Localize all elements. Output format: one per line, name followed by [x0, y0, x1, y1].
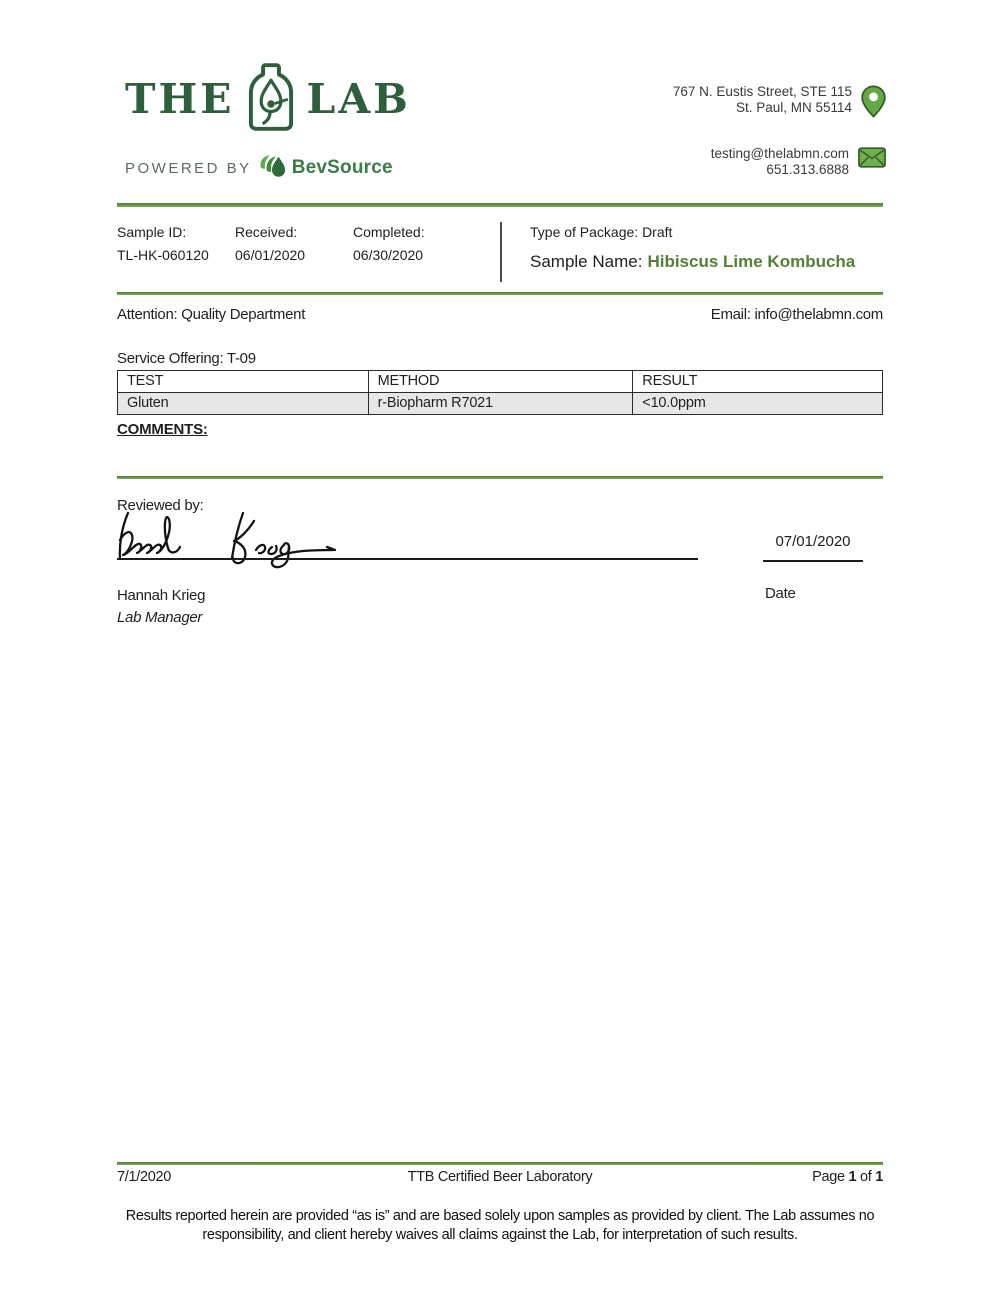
- received-field: [235, 224, 353, 263]
- divider-rule-2: [117, 292, 883, 295]
- footer-rule: [117, 1162, 883, 1165]
- footer-date: 7/1/2020: [117, 1169, 172, 1185]
- review-date-value: 07/01/2020: [775, 533, 851, 550]
- footer-center-text: TTB Certified Beer Laboratory: [407, 1169, 593, 1185]
- email-phone-text: [711, 146, 849, 178]
- signature: [117, 507, 352, 573]
- page-prefix: Page: [812, 1169, 845, 1185]
- sample-id-label: Sample ID:: [117, 224, 187, 240]
- envelope-icon: [858, 147, 886, 178]
- package-and-name: [530, 224, 855, 272]
- bevsource-drop-icon: [258, 153, 286, 183]
- email-phone-group: [673, 146, 886, 178]
- logo-word-the: THE: [125, 75, 235, 123]
- page-number: 1: [848, 1169, 857, 1185]
- logo-word-lab: LAB: [306, 75, 411, 123]
- completed-field: [353, 224, 483, 263]
- reviewer-block: [117, 585, 205, 629]
- header-test: TEST: [118, 371, 369, 393]
- completed-label: Completed:: [353, 224, 425, 240]
- sample-id-value: TL-HK-060120: [117, 247, 209, 263]
- date-label: Date: [765, 585, 796, 602]
- divider-rule-top: [117, 203, 883, 207]
- address-group: [673, 84, 886, 123]
- footer-page: [812, 1169, 883, 1185]
- logo-the-lab: [125, 62, 411, 137]
- contact-phone: 651.313.6888: [766, 161, 849, 177]
- map-pin-icon: [861, 85, 886, 123]
- reviewed-by-label: Reviewed by:: [117, 497, 204, 514]
- contact-block: [673, 84, 886, 178]
- received-label: Received:: [235, 224, 298, 240]
- powered-by-row: [125, 153, 411, 183]
- address-line1: 767 N. Eustis Street, STE 115: [672, 84, 852, 99]
- address-line2: St. Paul, MN 55114: [735, 99, 852, 115]
- page-total: 1: [875, 1169, 883, 1185]
- table-row: [118, 393, 883, 415]
- footer-disclaimer: Results reported herein are provided “as is” and are based solely upon samples as provided by client. The Lab assumes no responsibility, and client hereby waives all claims against the Lab, for interpretation of such results.: [125, 1208, 875, 1244]
- received-value: 06/01/2020: [235, 247, 306, 263]
- reviewer-title: Lab Manager: [117, 608, 203, 626]
- results-header-row: [118, 371, 883, 393]
- bottle-icon: [242, 62, 300, 137]
- page-mid: of: [860, 1169, 872, 1185]
- sample-meta: [117, 224, 483, 263]
- divider-rule-3: [117, 476, 883, 479]
- attention-row: [117, 306, 883, 323]
- comments-label: COMMENTS:: [117, 421, 208, 438]
- footer-row: [117, 1169, 883, 1185]
- vertical-divider: [500, 222, 502, 282]
- service-offering: Service Offering: T-09: [117, 350, 256, 367]
- signature-line: [117, 558, 698, 560]
- cell-result: <10.0ppm: [633, 393, 883, 415]
- cell-method: r-Biopharm R7021: [368, 393, 633, 415]
- attention-text: Attention: Quality Department: [117, 306, 306, 323]
- header-result: RESULT: [633, 371, 883, 393]
- sample-name-value: Hibiscus Lime Kombucha: [647, 252, 856, 271]
- results-table: [117, 370, 883, 415]
- reviewer-name: Hannah Krieg: [117, 587, 206, 604]
- sample-name-label: Sample Name:: [530, 252, 643, 271]
- header-method: METHOD: [368, 371, 633, 393]
- sample-id-field: [117, 224, 235, 263]
- cell-test: Gluten: [118, 393, 369, 415]
- completed-value: 06/30/2020: [353, 247, 424, 263]
- attention-email: Email: info@thelabmn.com: [710, 306, 883, 323]
- sample-name-line: [530, 252, 855, 272]
- bevsource-label: BevSource: [291, 157, 393, 178]
- package-line: Type of Package: Draft: [530, 224, 673, 240]
- contact-email: testing@thelabmn.com: [710, 146, 849, 161]
- date-line: [763, 560, 863, 562]
- logo-block: [125, 62, 411, 183]
- address-text: [673, 84, 852, 123]
- powered-by-label: POWERED BY: [125, 159, 252, 177]
